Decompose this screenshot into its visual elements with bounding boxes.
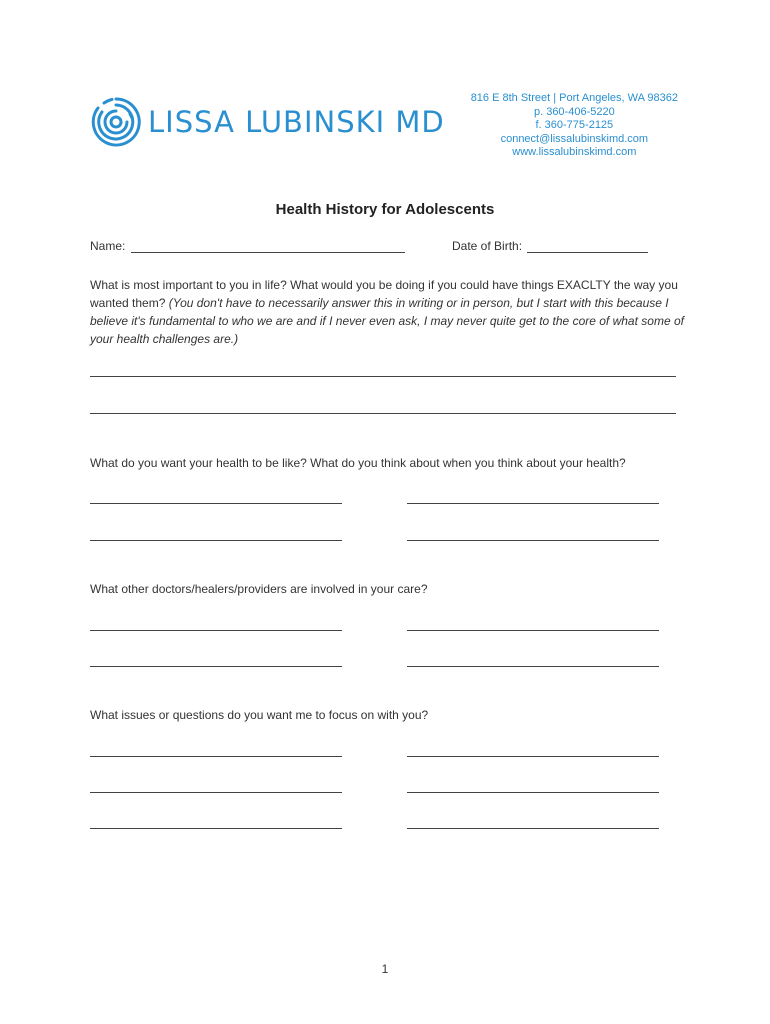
answer-line[interactable] [407,756,659,757]
answer-line[interactable] [407,666,659,667]
dob-field[interactable] [527,252,648,253]
brand-name: LISSA LUBINSKI MD [148,105,445,139]
answer-line[interactable] [90,413,676,414]
dob-label: Date of Birth: [452,239,523,253]
answer-line[interactable] [407,540,659,541]
answer-line[interactable] [407,792,659,793]
form-title: Health History for Adolescents [275,201,495,218]
contact-website[interactable]: www.lissalubinskimd.com [512,146,637,158]
intro-question: What is most important to you in life? What would you be doing if you could have things EXACLTY the way you wanted them? [90,278,678,310]
contact-fax: f. 360-775-2125 [535,119,614,131]
answer-line[interactable] [90,540,342,541]
answer-line[interactable] [90,792,342,793]
question-health: What do you want your health to be like? What do you think about when you think about your health? [90,456,626,470]
intro-paragraph [90,276,690,348]
contact-phone: p. 360-406-5220 [533,105,615,118]
answer-line[interactable] [90,666,342,667]
answer-line[interactable] [90,756,342,757]
contact-email[interactable]: connect@lissalubinskimd.com [500,132,649,145]
intro-note: (You don't have to necessarily answer this in writing or in person, but I start with this because I believe it's fundamental to who we are and if I never even ask, I may never quite get to the core of what some of your health challenges are.) [90,296,684,346]
answer-line[interactable] [407,630,659,631]
logo [90,96,445,152]
contact-block [471,92,678,160]
answer-line[interactable] [407,828,659,829]
answer-line[interactable] [407,503,659,504]
contact-address: 816 E 8th Street | Port Angeles, WA 98362 [470,92,678,104]
answer-line[interactable] [90,828,342,829]
question-providers: What other doctors/healers/providers are involved in your care? [90,582,428,596]
name-field[interactable] [131,252,405,253]
name-label: Name: [90,239,126,253]
answer-line[interactable] [90,376,676,377]
page-number: 1 [381,962,389,976]
answer-line[interactable] [90,630,342,631]
concentric-circles-logo-icon [90,96,142,148]
question-issues: What issues or questions do you want me to focus on with you? [90,708,429,722]
answer-line[interactable] [90,503,342,504]
